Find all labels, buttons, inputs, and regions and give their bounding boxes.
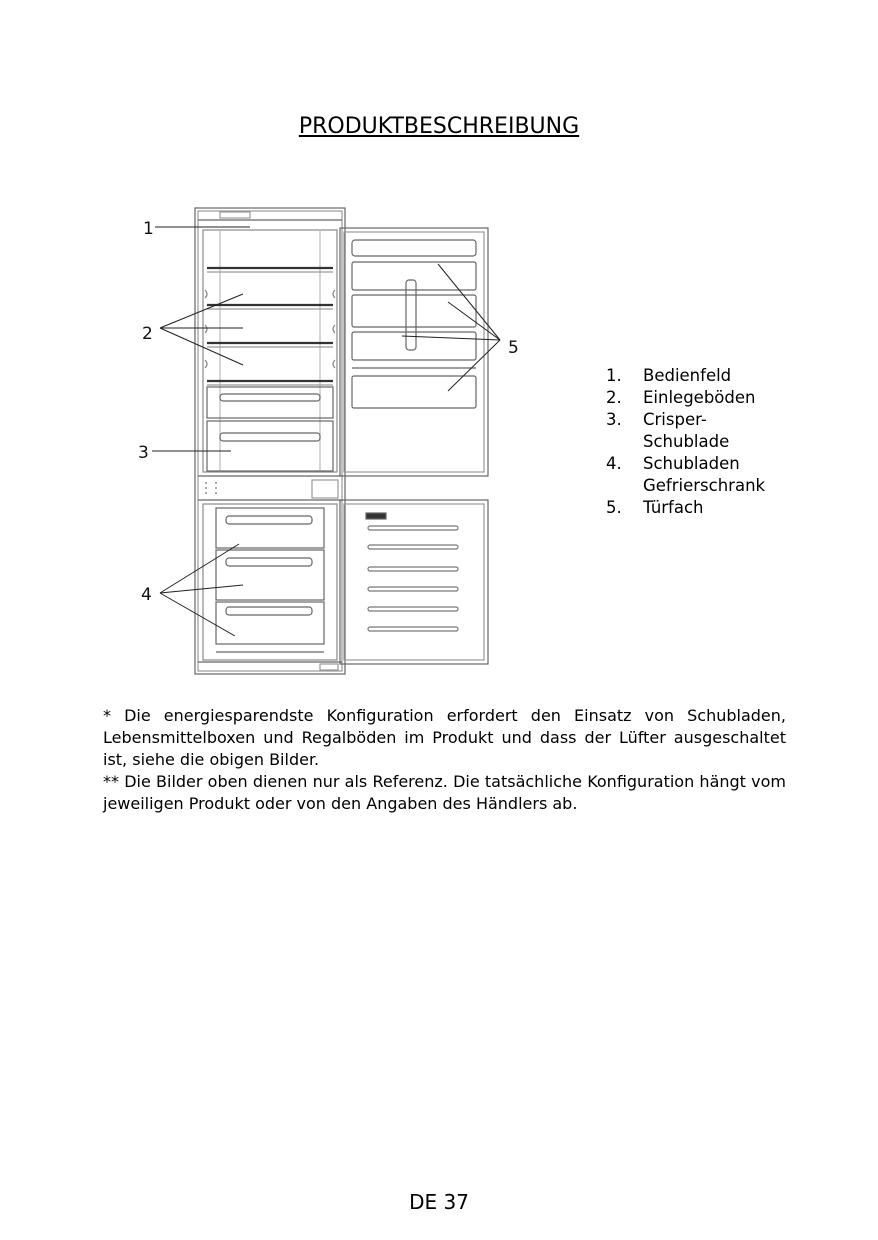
legend-item: 1. Bedienfeld [606, 366, 732, 385]
legend-item: 4. Schubladen Gefrierschrank [606, 454, 766, 495]
freezer-door [340, 500, 488, 664]
callout-2: 2 [142, 324, 153, 344]
fridge-drawer-1 [207, 387, 333, 418]
page-title: PRODUKTBESCHREIBUNG [298, 114, 580, 139]
legend-list [606, 365, 773, 519]
callout-4: 4 [141, 585, 152, 605]
crisper-drawer [207, 421, 333, 471]
callout-3: 3 [138, 443, 149, 463]
callout-5: 5 [508, 338, 519, 358]
fridge-diagram [130, 200, 530, 680]
reference-note: ** Die Bilder oben dienen nur als Referenz. Die tatsächliche Konfiguration hängt vom jeweiligen Produkt oder von den Angaben des Händlers ab. [103, 772, 786, 813]
legend-item: 3. Crisper-Schublade [606, 410, 730, 451]
freezer-drawer-3 [216, 602, 324, 644]
fridge-door [340, 228, 488, 476]
freezer-drawer-1 [216, 508, 324, 548]
page-number: DE 37 [409, 1190, 469, 1214]
callout-1: 1 [143, 219, 154, 239]
legend-item: 2. Einlegeböden [606, 388, 756, 407]
energy-note: * Die energiesparendste Konfiguration erfordert den Einsatz von Schubladen, Lebensmittelboxen und Regalböden im Produkt und dass der Lüfter ausgeschaltet ist, siehe die obigen Bilder. [103, 706, 786, 769]
legend-item: 5. Türfach [606, 498, 704, 517]
